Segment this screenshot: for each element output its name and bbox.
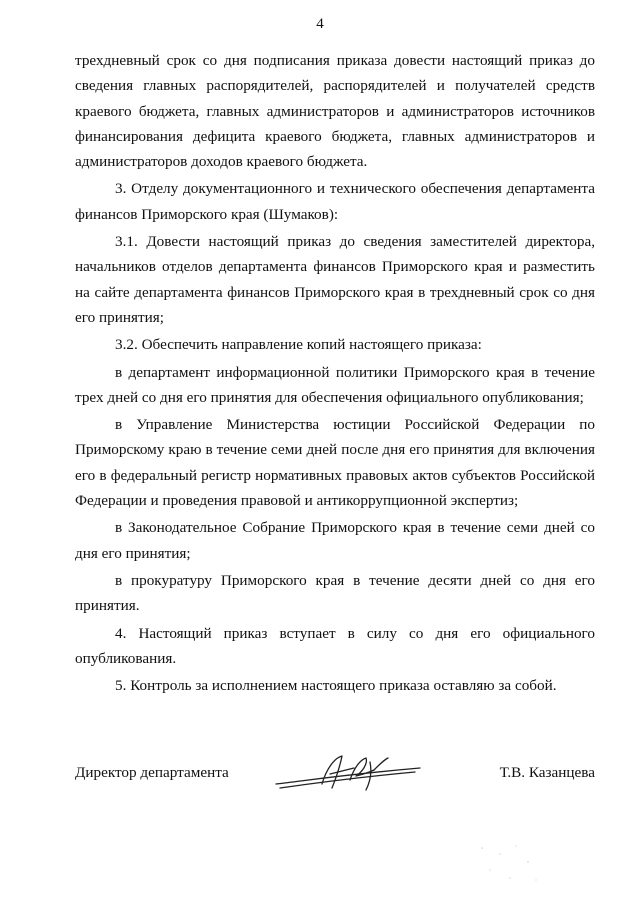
scan-noise: [470, 840, 550, 890]
paragraph-item-3: 3. Отделу документационного и технического обеспечения департамента финансов Приморского края (Шумаков):: [75, 180, 595, 223]
signatory-name: Т.В. Казанцева: [499, 764, 595, 781]
paragraph-continuation: трехдневный срок со дня подписания приказа довести настоящий приказ до сведения главных распорядителей, распорядителей и получателей средств краевого бюджета, главных администраторов и администраторов источников финансирования дефицита краевого бюджета, главных администраторов и администраторов доходов краевого бюджета.: [75, 52, 595, 171]
paragraph-item-3-1: 3.1. Довести настоящий приказ до сведения заместителей директора, начальников отделов департамента финансов Приморского края и разместить на сайте департамента финансов Приморского края в трехдневный срок со дня его принятия;: [75, 233, 595, 326]
paragraph-recipient-justice-ministry: в Управление Министерства юстиции Российской Федерации по Приморскому краю в течение семи дней после дня его принятия для включения его в федеральный регистр нормативных правовых актов субъектов Российской Федерации и проведения правовой и антикоррупционной экспертиз;: [75, 416, 595, 510]
paragraph-item-3-2: 3.2. Обеспечить направление копий настоящего приказа:: [115, 336, 482, 354]
paragraph-item-5: 5. Контроль за исполнением настоящего приказа оставляю за собой.: [115, 677, 557, 695]
document-body: [75, 48, 595, 698]
signature-block: [75, 764, 595, 804]
page-number: 4: [316, 16, 324, 32]
paragraph-recipient-prosecutor: в прокуратуру Приморского края в течение десяти дней со дня его принятия.: [75, 571, 595, 615]
paragraph-recipient-info-policy: в департамент информационной политики Приморского края в течение трех дней со дня его принятия для обеспечения официального опубликования;: [75, 363, 595, 406]
paragraph-recipient-legislative-assembly: в Законодательное Собрание Приморского края в течение семи дней со дня его принятия;: [75, 519, 595, 562]
signatory-title: Директор департамента: [75, 764, 229, 781]
handwritten-signature-icon: [270, 750, 430, 800]
paragraph-item-4: 4. Настоящий приказ вступает в силу со дня его официального опубликования.: [75, 624, 595, 667]
